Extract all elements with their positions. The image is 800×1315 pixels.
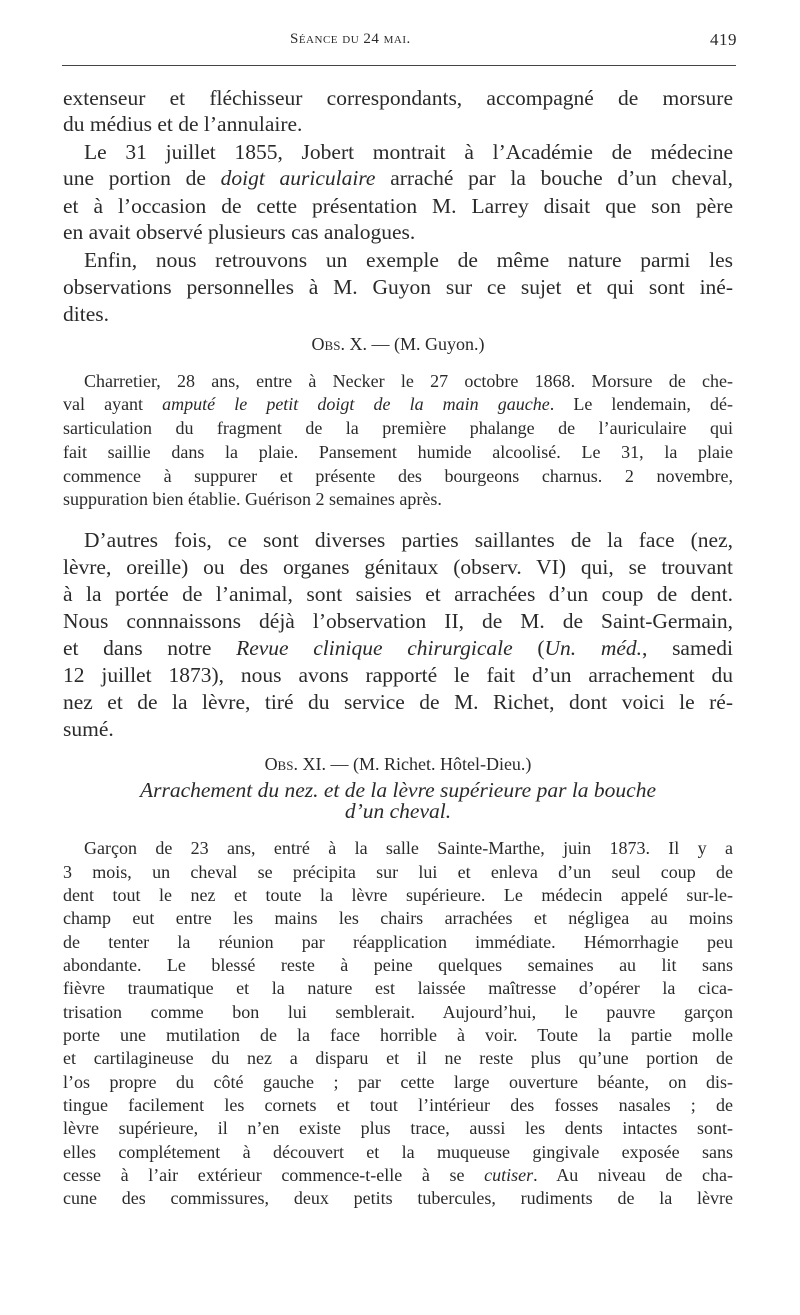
text-segment: champ eut entre les mains les chairs arrachées et négligea au moins bbox=[63, 908, 733, 928]
text-segment: Enfin, nous retrouvons un exemple de même nature parmi les bbox=[84, 248, 733, 272]
text-segment: observations personnelles à M. Guyon sur ce sujet et qui sont iné- bbox=[63, 275, 733, 299]
text-segment: suppuration bien établie. Guérison 2 semaines après. bbox=[63, 489, 442, 509]
text-segment: Garçon de 23 ans, entré à la salle Sainte-Marthe, juin 1873. Il y a bbox=[84, 838, 733, 858]
observation-subtitle-line bbox=[63, 799, 733, 823]
text-line bbox=[63, 465, 733, 487]
text-segment: une portion de bbox=[63, 166, 221, 190]
text-line bbox=[63, 1187, 733, 1209]
text-segment: cesse à l’air extérieur commence-t-elle à se bbox=[63, 1165, 485, 1185]
text-segment: à la portée de l’animal, sont saisies et arrachées d’un coup de dent. bbox=[63, 582, 733, 606]
text-segment: 12 juillet 1873), nous avons rapporté le fait d’un arrachement du bbox=[63, 663, 733, 687]
text-line bbox=[63, 1047, 733, 1069]
text-segment: Le 31 juillet 1855, Jobert montrait à l’Académie de médecine bbox=[84, 140, 733, 164]
text-line bbox=[63, 1071, 733, 1093]
text-line bbox=[63, 931, 733, 953]
text-segment: trisation comme bon lui semblerait. Aujourd’hui, le pauvre garçon bbox=[63, 1002, 733, 1022]
text-segment: l’os propre du côté gauche ; par cette large ouverture béante, on dis- bbox=[63, 1072, 733, 1092]
text-segment: elles complétement à découvert et la muqueuse gingivale exposée sans bbox=[63, 1142, 733, 1162]
text-line bbox=[63, 636, 733, 660]
text-line bbox=[63, 441, 733, 463]
text-line bbox=[63, 1001, 733, 1023]
text-segment: Obs. X. bbox=[311, 334, 367, 354]
text-segment: et dans notre bbox=[63, 636, 237, 660]
italic-text: Arrachement du nez. et de la lèvre supérieure par la bouche bbox=[139, 778, 657, 802]
text-line bbox=[63, 663, 733, 687]
text-segment: nez et de la lèvre, tiré du service de M. Richet, dont voici le ré- bbox=[63, 690, 733, 714]
text-line bbox=[63, 837, 733, 859]
text-segment: extenseur et fléchisseur correspondants, accompagné de morsure bbox=[63, 86, 733, 110]
text-line bbox=[63, 275, 733, 299]
text-segment: porte une mutilation de la face horrible à voir. Toute la partie molle bbox=[63, 1025, 733, 1045]
text-segment: — (M. Guyon.) bbox=[366, 334, 485, 354]
text-segment: de tenter la réunion par réapplication immédiate. Hémorrhagie peu bbox=[63, 932, 733, 952]
page-number: 419 bbox=[710, 30, 737, 49]
italic-text: Revue clinique chirurgicale bbox=[236, 636, 513, 660]
text-line bbox=[63, 248, 733, 272]
text-segment: du médius et de l’annulaire. bbox=[63, 112, 303, 136]
text-line bbox=[63, 1024, 733, 1046]
italic-text: amputé le petit doigt de la main gauche bbox=[162, 394, 550, 414]
text-segment: tingue facilement les cornets et tout l’intérieur des fosses nasales ; de bbox=[63, 1095, 733, 1115]
text-segment: lèvre supérieure, il n’en existe plus trace, aussi les dents intactes sont- bbox=[63, 1118, 733, 1138]
text-segment: en avait observé plusieurs cas analogues. bbox=[63, 220, 416, 244]
text-line bbox=[63, 861, 733, 883]
text-segment: sumé. bbox=[63, 717, 114, 741]
text-segment: . Au niveau de cha- bbox=[533, 1165, 733, 1185]
text-line bbox=[63, 907, 733, 929]
text-line bbox=[63, 370, 733, 392]
text-segment: — (M. Richet. Hôtel-Dieu.) bbox=[325, 754, 532, 774]
text-segment: et à l’occasion de cette présentation M. Larrey disait que son père bbox=[63, 194, 733, 218]
text-line bbox=[63, 393, 733, 415]
text-segment: . Le lendemain, dé- bbox=[549, 394, 733, 414]
text-segment: fait saillie dans la plaie. Pansement humide alcoolisé. Le 31, la plaie bbox=[63, 442, 733, 462]
text-line bbox=[63, 690, 733, 714]
text-line bbox=[63, 302, 733, 326]
observation-heading bbox=[63, 333, 733, 355]
italic-text: doigt auriculaire bbox=[220, 166, 376, 190]
text-segment: fièvre traumatique et la nature est laissée maîtresse d’opérer la cica- bbox=[63, 978, 733, 998]
text-segment: abondante. Le blessé reste à peine quelques semaines au lit sans bbox=[63, 955, 733, 975]
text-segment: Obs. XI. bbox=[264, 754, 326, 774]
text-line bbox=[63, 1164, 733, 1186]
text-segment: et cartilagineuse du nez a disparu et il ne reste plus qu’une portion de bbox=[63, 1048, 733, 1068]
text-segment: commence à suppurer et présente des bourgeons charnus. 2 novembre, bbox=[63, 466, 733, 486]
text-line bbox=[63, 86, 733, 110]
text-line bbox=[63, 112, 733, 136]
text-line bbox=[63, 1117, 733, 1139]
text-line bbox=[63, 1094, 733, 1116]
text-line bbox=[63, 417, 733, 439]
text-line bbox=[63, 488, 733, 510]
text-line bbox=[63, 528, 733, 552]
text-line bbox=[63, 1141, 733, 1163]
text-segment: D’autres fois, ce sont diverses parties saillantes de la face (nez, bbox=[84, 528, 733, 552]
text-segment: val ayant bbox=[63, 394, 163, 414]
text-segment: arraché par la bouche d’un cheval, bbox=[375, 166, 733, 190]
italic-text: Un. méd. bbox=[544, 636, 643, 660]
observation-heading bbox=[63, 753, 733, 775]
text-line bbox=[63, 954, 733, 976]
text-line bbox=[63, 220, 733, 244]
text-segment: ( bbox=[512, 636, 545, 660]
text-line bbox=[63, 194, 733, 218]
text-segment: 3 mois, un cheval se précipita sur lui et enleva d’un seul coup de bbox=[63, 862, 733, 882]
running-header-title: Séance du 24 mai. bbox=[290, 31, 411, 47]
text-line bbox=[63, 884, 733, 906]
text-segment: Nous connnaissons déjà l’observation II, de M. de Saint-Germain, bbox=[63, 609, 733, 633]
text-line bbox=[63, 140, 733, 164]
header-rule bbox=[62, 65, 736, 66]
text-line bbox=[63, 609, 733, 633]
text-line bbox=[63, 555, 733, 579]
text-line bbox=[63, 977, 733, 999]
text-segment: dites. bbox=[63, 302, 109, 326]
text-segment: dent tout le nez et toute la lèvre supérieure. Le médecin appelé sur-le- bbox=[63, 885, 733, 905]
text-line bbox=[63, 582, 733, 606]
text-line bbox=[63, 717, 733, 741]
text-segment: Charretier, 28 ans, entre à Necker le 27 octobre 1868. Morsure de che- bbox=[84, 371, 733, 391]
text-line bbox=[63, 166, 733, 190]
text-segment: cune des commissures, deux petits tubercules, rudiments de la lèvre bbox=[63, 1188, 733, 1208]
text-segment: sarticulation du fragment de la première phalange de l’auriculaire qui bbox=[63, 418, 733, 438]
italic-text: d’un cheval. bbox=[344, 799, 452, 823]
italic-text: cutiser bbox=[484, 1165, 534, 1185]
text-segment: , samedi bbox=[642, 636, 733, 660]
text-segment: lèvre, oreille) ou des organes génitaux (observ. VI) qui, se trouvant bbox=[63, 555, 733, 579]
